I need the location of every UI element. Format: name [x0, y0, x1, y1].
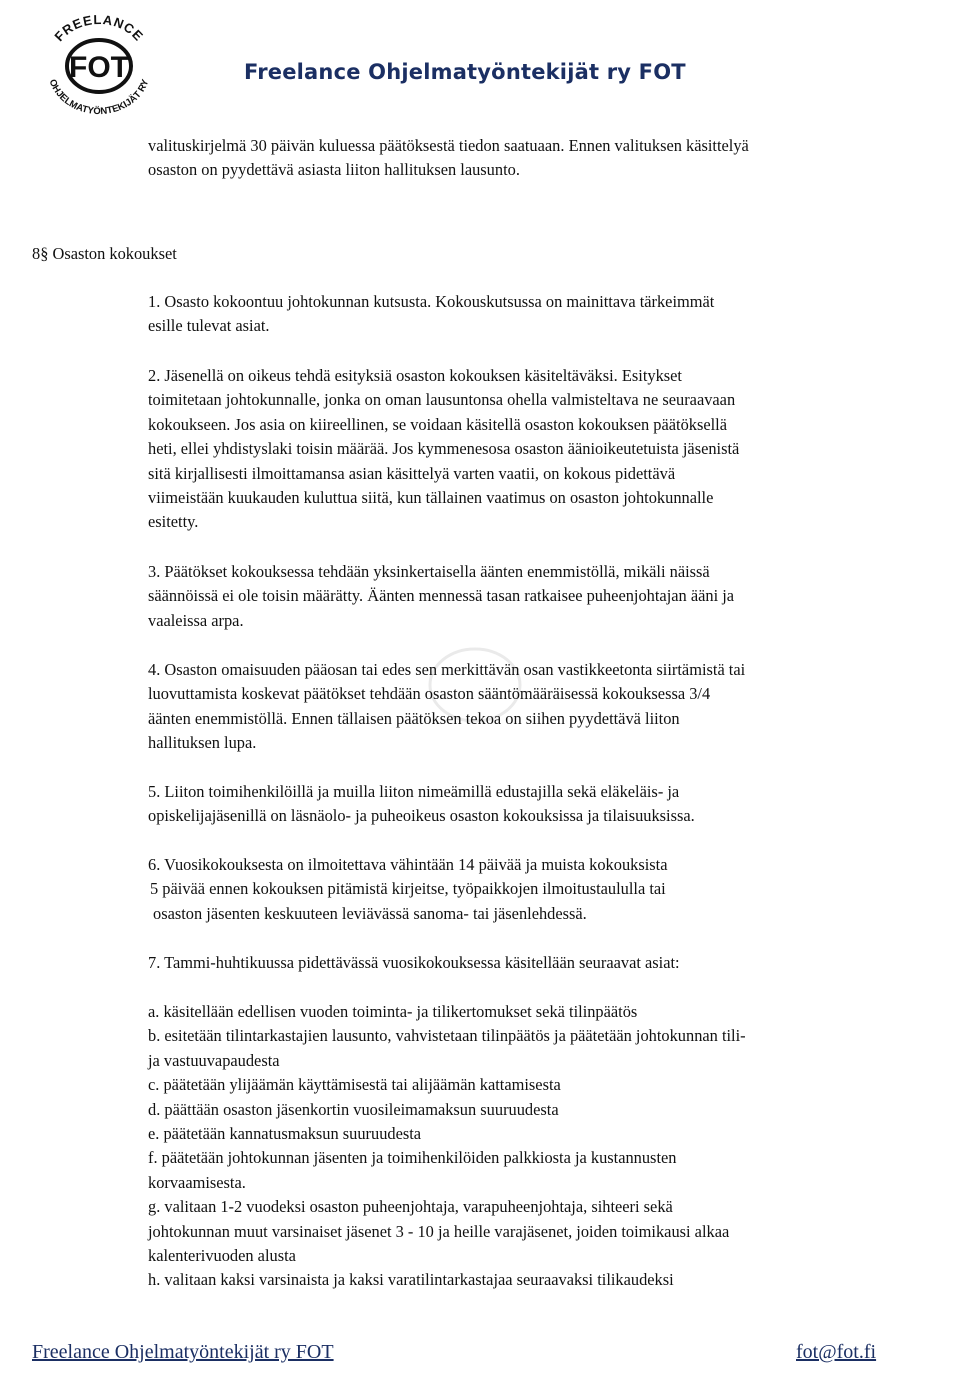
text-line: 2. Jäsenellä on oikeus tehdä esityksiä osaston kokouksen käsiteltäväksi. Esitykset	[148, 366, 682, 385]
text-line: esille tulevat asiat.	[148, 316, 270, 336]
text-line: luovuttamista koskevat päätökset tehdään osaston sääntömääräisessä kokouksessa 3/4	[148, 684, 711, 704]
text-line: osaston on pyydettävä asiasta liiton hallituksen lausunto.	[148, 160, 520, 180]
text-line: äänten enemmistöllä. Ennen tällaisen päätöksen tekoa on siihen pyydettävä liiton	[148, 708, 680, 728]
text-line: 5 päivää ennen kokouksen pitämistä kirjeitse, työpaikkojen ilmoitustaululla tai	[150, 879, 666, 899]
logo-ring-bottom-text: OHJELMATYÖNTEKIJÄT RY	[46, 77, 152, 116]
text-line: heti, ellei yhdistyslaki toisin määrää. Jos kymmenesosa osaston äänioikeutetuista jäsenistä	[148, 439, 740, 459]
logo-center-text: FOT	[69, 51, 129, 84]
text-line: esitetty.	[148, 512, 199, 532]
text-line: viimeistään kuukauden kuluttua siitä, kun tällainen vaatimus on osaston johtokunnalle	[148, 488, 714, 508]
list-item: d. päättään osaston jäsenkortin vuosileimamaksun suuruudesta	[148, 1099, 559, 1119]
item-4	[148, 658, 938, 756]
list-item: g. valitaan 1-2 vuodeksi osaston puheenjohtaja, varapuheenjohtaja, sihteeri sekä	[148, 1197, 673, 1217]
text-line: 1. Osasto kokoontuu johtokunnan kutsusta. Kokouskutsussa on mainittava tärkeimmät	[148, 292, 715, 311]
text-line: osaston jäsenten keskuuteen leviävässä sanoma- tai jäsenlehdessä.	[153, 903, 587, 923]
list-item: b. esitetään tilintarkastajien lausunto, vahvistetaan tilinpäätös ja päätetään johtokunnan tili-	[148, 1026, 746, 1046]
text-line: opiskelijajäsenillä on läsnäolo- ja puheoikeus osaston kokouksissa ja tilaisuuksissa.	[148, 806, 695, 826]
text-line: valituskirjelmä 30 päivän kuluessa päätöksestä tiedon saatuaan. Ennen valituksen käsittelyä	[148, 136, 749, 155]
item-6	[148, 853, 938, 926]
item-5	[148, 780, 938, 829]
text-line: 4. Osaston omaisuuden pääosan tai edes sen merkittävän osan vastikkeetonta siirtämistä tai	[148, 660, 746, 679]
header-title: Freelance Ohjelmatyöntekijät ry FOT	[244, 60, 686, 84]
text-line: säännöissä ei ole toisin määrätty. Äänten mennessä tasan ratkaisee puheenjohtajan ääni ja	[148, 586, 735, 606]
text-line: toimitetaan johtokunnalle, jonka on oman lausuntonsa ohella valmisteltava ne seuraavaan	[148, 390, 736, 410]
footer-org-link[interactable]: Freelance Ohjelmatyöntekijät ry FOT	[32, 1341, 334, 1363]
text-line: sitä kirjallisesti ilmoittamansa asian käsittelyä varten vaatii, on kokous pidettävä	[148, 463, 676, 483]
item-3	[148, 560, 938, 633]
intro-paragraph	[148, 134, 938, 183]
text-line: 3. Päätökset kokouksessa tehdään yksinkertaisella äänten enemmistöllä, mikäli näissä	[148, 562, 710, 581]
text-line: hallituksen lupa.	[148, 733, 257, 753]
list-item: c. päätetään ylijäämän käyttämisestä tai alijäämän kattamisesta	[148, 1075, 561, 1095]
list-item: f. päätetään johtokunnan jäsenten ja toimihenkilöiden palkkiosta ja kustannusten	[148, 1148, 677, 1168]
list-item: h. valitaan kaksi varsinaista ja kaksi varatilintarkastajaa seuraavaksi tilikaudeksi	[148, 1270, 674, 1290]
list-item: korvaamisesta.	[148, 1172, 246, 1192]
fot-logo	[38, 12, 160, 116]
list-item: ja vastuuvapaudesta	[148, 1050, 280, 1070]
list-item: johtokunnan muut varsinaiset jäsenet 3 - 10 ja heille varajäsenet, joiden toimikausi alkaa	[148, 1221, 730, 1241]
list-item: a. käsitellään edellisen vuoden toiminta- ja tilikertomukset sekä tilinpäätös	[148, 1002, 638, 1021]
item-7: 7. Tammi-huhtikuussa pidettävässä vuosikokouksessa käsitellään seuraavat asiat:	[148, 953, 680, 972]
text-line: 5. Liiton toimihenkilöillä ja muilla liiton nimeämillä edustajilla sekä eläkeläis- ja	[148, 782, 680, 801]
sublist	[148, 1000, 938, 1293]
item-2	[148, 364, 938, 535]
text-line: vaaleissa arpa.	[148, 610, 244, 630]
list-item: e. päätetään kannatusmaksun suuruudesta	[148, 1124, 422, 1144]
text-line: kokoukseen. Jos asia on kiireellinen, se voidaan käsitellä osaston kokouksen päätöksellä	[148, 414, 728, 434]
logo-ring-top-text: FREELANCE	[51, 12, 147, 45]
footer-email-link[interactable]: fot@fot.fi	[796, 1341, 877, 1363]
item-1	[148, 290, 938, 339]
text-line: 6. Vuosikokouksesta on ilmoitettava vähintään 14 päivää ja muista kokouksista	[148, 855, 668, 874]
list-item: kalenterivuoden alusta	[148, 1246, 296, 1266]
section-heading: 8§ Osaston kokoukset	[32, 244, 177, 263]
